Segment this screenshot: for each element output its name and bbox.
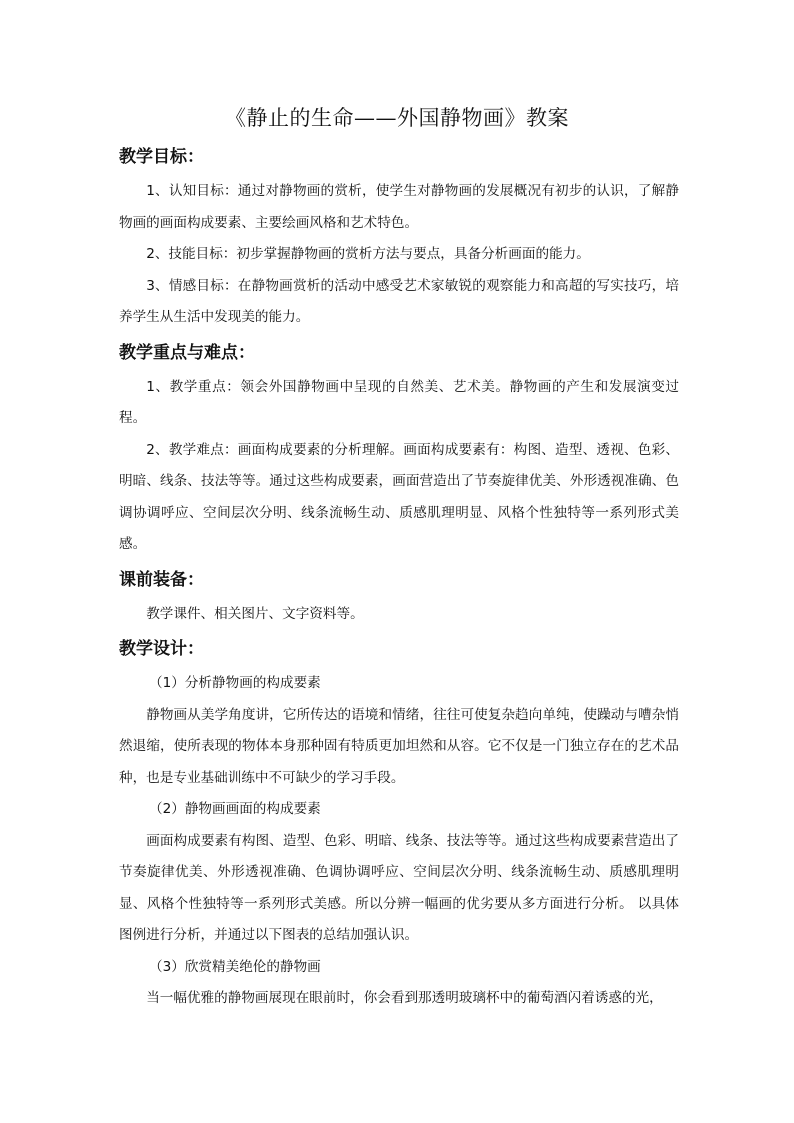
paragraph: 当一幅优雅的静物画展现在眼前时，你会看到那透明玻璃杯中的葡萄酒闪着诱惑的光， <box>146 990 663 1006</box>
document-title: 《静止的生命——外国静物画》教案 <box>225 106 569 130</box>
section-preparation <box>119 567 679 631</box>
section-teaching-design <box>119 636 679 1015</box>
subsection-label: （3）欣赏精美绝伦的静物画 <box>149 958 321 975</box>
subsection-label: （2）静物画画面的构成要素 <box>149 801 321 817</box>
paragraph: 2、技能目标：初步掌握静物画的赏析方法与要点，具备分析画面的能力。 <box>146 246 590 262</box>
subsection-label: （1）分析静物画的构成要素 <box>149 675 321 691</box>
document-body <box>119 144 679 1015</box>
paragraph: 2、教学难点：画面构成要素的分析理解。画面构成要素有：构图、造型、透视、色彩、明暗、线条、技法等等。通过这些构成要素，画面营造出了节奏旋律优美、外形透视准确、色调协调呼应、空间层次分明、线条流畅生动、质感肌理明显、风格个性独特等一系列形式美感。 <box>119 441 679 552</box>
paragraph: 画面构成要素有构图、造型、色彩、明暗、线条、技法等等。通过这些构成要素营造出了节奏旋律优美、外形透视准确、色调协调呼应、空间层次分明、线条流畅生动、质感肌理明显、风格个性独特等一系列形式美感。所以分辨一幅画的优劣要从多方面进行分析。 以具体图例进行分析，并通过以下图表的总结加强认识。 <box>119 832 679 943</box>
paragraph: 教学课件、相关图片、文字资料等。 <box>146 605 364 622</box>
section-heading: 教学设计： <box>119 639 204 659</box>
section-teaching-goals <box>119 144 679 334</box>
section-heading: 课前装备： <box>119 569 204 590</box>
paragraph: 3、情感目标：在静物画赏析的活动中感受艺术家敏锐的观察能力和高超的写实技巧，培养学生从生活中发现美的能力。 <box>119 277 679 325</box>
section-heading: 教学目标： <box>119 147 204 167</box>
paragraph: 静物画从美学角度讲，它所传达的语境和情绪，往往可使复杂趋向单纯，使躁动与嘈杂悄然退缩，使所表现的物体本身那种固有特质更加坦然和从容。它不仅是一门独立存在的艺术品种，也是专业基础训练中不可缺少的学习手段。 <box>119 706 679 786</box>
paragraph: 1、教学重点：领会外国静物画中呈现的自然美、艺术美。静物画的产生和发展演变过程。 <box>119 378 679 426</box>
section-heading: 教学重点与难点： <box>119 342 255 363</box>
paragraph: 1、认知目标：通过对静物画的赏析，使学生对静物画的发展概况有初步的认识，了解静物画的画面构成要素、主要绘画风格和艺术特色。 <box>119 183 679 231</box>
section-key-points <box>119 340 679 561</box>
